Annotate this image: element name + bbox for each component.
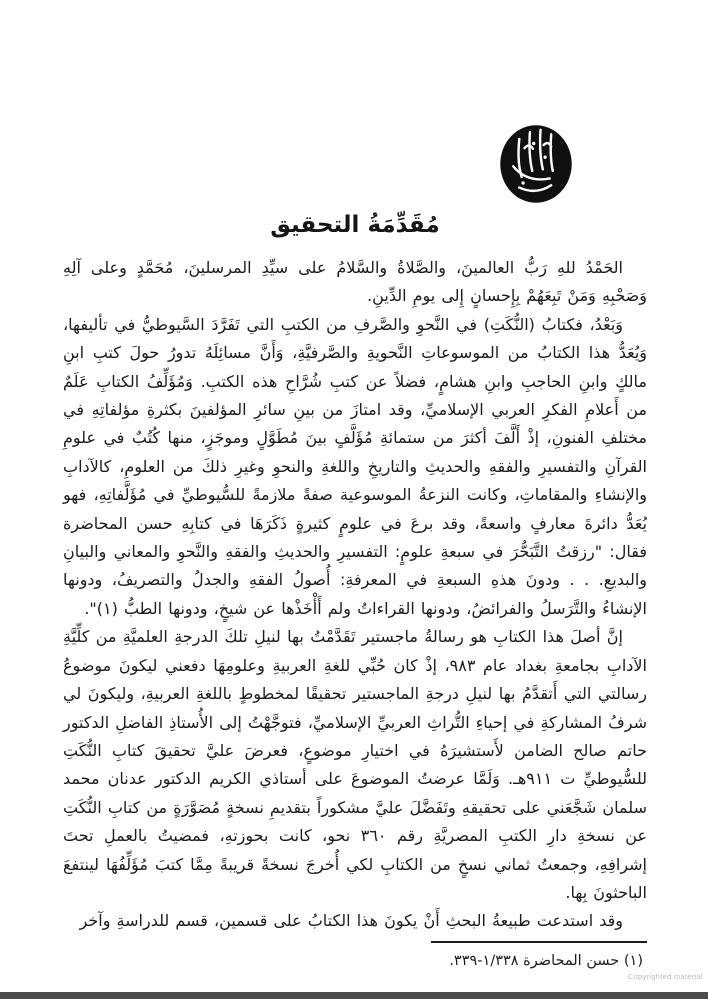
paragraph-thesis-origin: إنَّ أصلَ هذا الكتابِ هو رسالةُ ماجستير تَقَدَّمْتُ بها لنيلِ تلكَ الدرجةِ العلميَّةِ من كلِّيَّةِ الآدابِ بجامعةِ بغداد عام ٩٨٣، إذْ كان حُبِّي للغةِ العربيةِ وعلومِهَا دفعني ليكونَ موضوعُ رسالتي التي أَتقدَّمُ بها لنيلِ درجةِ الماجستير تحقيقًا لمخطوطٍ باللغةِ العربيةِ، وليكونَ لي شرفُ المشاركةِ في إحياءِ التُّراثِ العربيِّ الإسلاميِّ، فتوجَّهْتُ إلى الأُستاذِ الفاضلِ الدكتور حاتم صالح الضامن لأَستشيرَهُ في اختيارِ موضوعٍ، فعرضَ عليَّ تحقيقَ كتابِ النُّكَتِ للسُّيوطيِّ ت ٩١١هـ. وَلَمَّا عرضتُ الموضوعَ على أستاذي الكريم الدكتور عدنان محمد سلمان شَجَّعَني على تحقيقهِ وتَفَضَّلَ عليَّ مشكوراً بتقديمِ نسخةٍ مُصَوَّرَةٍ من كتابِ النُّكَتِ عن نسخةِ دارِ الكتبِ المصريَّةِ رقم ٣٦٠ نحو، كانت بحوزتهِ، فمضيتُ بالعملِ تحتَ إشرافِهِ، وجمعتُ ثماني نسخٍ من الكتابِ لكي أُخرجَ نسخةً قريبةً مِمَّا كتبَ مُؤَلِّفُهَا لينتفعَ الباحثونَ بِها. — [62, 627, 648, 902]
footnote-section — [63, 930, 647, 971]
body-text — [63, 254, 647, 936]
footnote-text: (١) حسن المحاضرة ١/٣٣٨-٣٣٩. — [449, 953, 643, 969]
paragraph-book-description: وَبَعْدُ، فكتابُ (النُّكَتِ) في النَّحوِ والصَّرفِ من الكتبِ التي تَفَرَّدَ السَّيوطيُّ في تأليفها، وَيُعَدُّ هذا الكتابُ من الموسوعاتِ النَّحويةِ والصَّرفيَّةِ، وَأَنَّ مسائِلَهُ تدورُ حولَ كتبِ ابنِ مالكٍ وابنِ الحاجبِ وابنِ هشامٍ، فضلاً عن كتبِ شُرَّاحِ هذه الكتبِ. وَمُؤَلِّفُ الكتابِ عَلَمٌ من أَعلامِ الفكرِ العربي الإسلاميِّ، وقد امتازَ من بينِ سائرِ المؤلفينَ بكثرةِ مؤلفاتِهِ في مختلفِ الفنونِ، إذْ أَلَّفَ أكثرَ من ستمائةِ مُؤَلَّفٍ بينَ مُطَوَّلٍ وموجَزٍ، منها كُتُبٌ في علومِ القرآنِ والتفسيرِ والفقهِ والحديثِ والتاريخِ واللغةِ والنحوِ وغيرِ ذلكَ من العلومِ، كالآدابِ والإنشاءِ والمقاماتِ، وكانت النزعةُ الموسوعية صفةً ملازمةً للسُّيوطيِّ في مُؤَلَّفاتِهِ، فهو يُعَدُّ دائرةَ معارفٍ واسعةً، وقد برعَ في علومٍ كثيرةٍ ذَكَرَهَا في كتابِهِ حسن المحاضرة فقال: "رزقتُ التَّبَحُّرَ في سبعةِ علومٍ: التفسيرِ والحديثِ والفقهِ والنَّحوِ والمعاني والبيانِ والبديعِ. . . ودونَ هذهِ السبعةِ في المعرفةِ: أُصولُ الفقهِ والجدلُ والتصريفُ، ودونها الإنشاءُ والتَّرَسلُ والفرائضُ، ودونها القراءاتُ ولم أَأْخَذْها عن شيخٍ، ودونها الطبُّ (١)". — [63, 314, 647, 618]
footnote-divider — [431, 941, 647, 943]
scan-edge-bar — [0, 992, 708, 999]
page-content — [63, 212, 647, 936]
copyright-watermark: Copyrighted material — [627, 972, 703, 981]
bismillah-seal-icon — [498, 122, 574, 206]
page-title: مُقَدِّمَةُ التحقيق — [270, 212, 440, 238]
paragraph-basmala-hamd: الحَمْدُ للهِ رَبُّ العالمينَ، والصَّلاةُ والسَّلامُ على سيِّدِ المرسلينَ، مُحَمَّدٍ وعلى آلِهِ وَصَحْبِهِ وَمَنْ تَبِعَهُمْ بِإِحسانٍ إِلى يومِ الدِّينِ. — [63, 258, 647, 306]
paragraph-book-structure: وقد استدعت طبيعةُ البحثِ أَنْ يكونَ هذا الكتابُ على قسمين، قسم للدراسةِ وآخر — [79, 911, 623, 931]
